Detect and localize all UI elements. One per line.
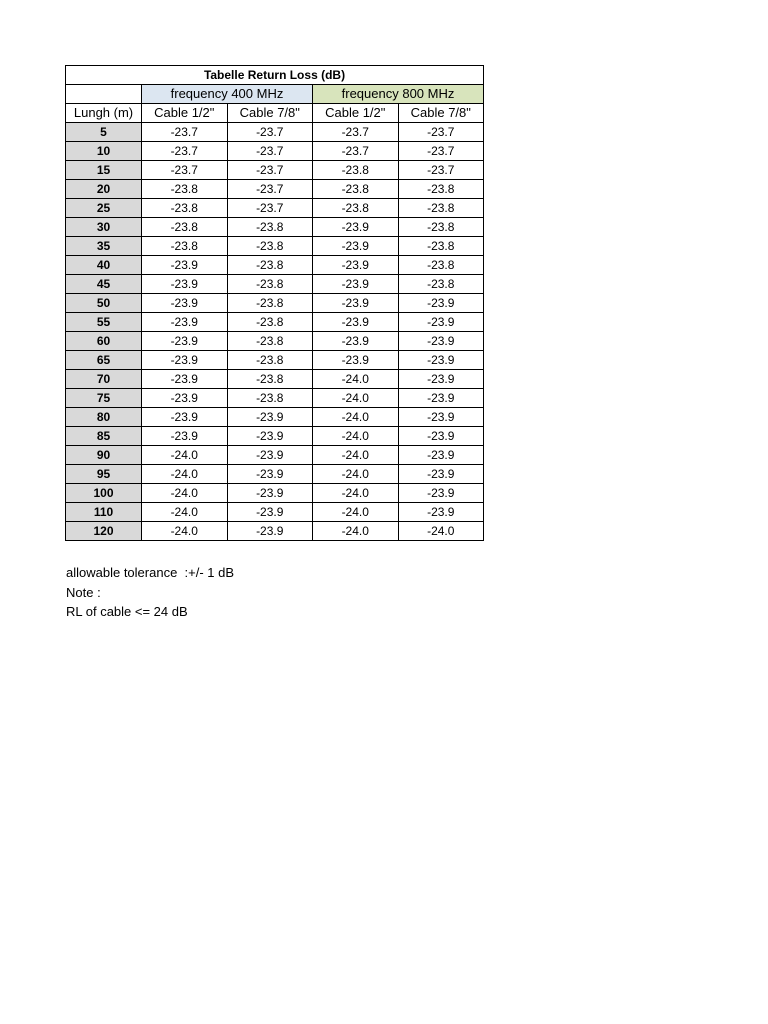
frequency-400-header: frequency 400 MHz [142,85,313,104]
length-cell: 20 [66,180,142,199]
length-cell: 90 [66,446,142,465]
length-cell: 45 [66,275,142,294]
return-loss-value-cell: -23.8 [227,294,313,313]
return-loss-value-cell: -24.0 [142,522,228,541]
length-cell: 65 [66,351,142,370]
return-loss-value-cell: -23.9 [313,237,399,256]
table-row [66,161,484,180]
notes-section [66,563,234,622]
length-cell: 25 [66,199,142,218]
length-cell: 10 [66,142,142,161]
return-loss-value-cell: -23.8 [142,237,228,256]
column-header-row [66,104,484,123]
return-loss-value-cell: -23.9 [142,389,228,408]
return-loss-value-cell: -23.7 [313,123,399,142]
return-loss-value-cell: -23.9 [227,503,313,522]
return-loss-value-cell: -23.9 [313,332,399,351]
cable-header-800-half: Cable 1/2" [313,104,399,123]
table-row [66,199,484,218]
return-loss-value-cell: -23.8 [142,218,228,237]
table-row [66,256,484,275]
return-loss-value-cell: -23.8 [398,256,484,275]
return-loss-value-cell: -23.8 [227,370,313,389]
table-row [66,275,484,294]
return-loss-value-cell: -23.9 [398,408,484,427]
return-loss-value-cell: -24.0 [313,465,399,484]
table-title: Tabelle Return Loss (dB) [66,66,484,85]
return-loss-value-cell: -23.8 [227,218,313,237]
table-row [66,237,484,256]
table-row [66,427,484,446]
return-loss-value-cell: -24.0 [142,503,228,522]
return-loss-sheet [65,65,484,541]
table-row [66,484,484,503]
return-loss-value-cell: -23.9 [142,332,228,351]
table-row [66,332,484,351]
return-loss-table [65,65,484,541]
return-loss-value-cell: -23.8 [227,351,313,370]
return-loss-value-cell: -23.9 [227,427,313,446]
length-cell: 120 [66,522,142,541]
return-loss-value-cell: -23.9 [142,313,228,332]
length-cell: 110 [66,503,142,522]
title-row [66,66,484,85]
return-loss-value-cell: -23.8 [313,161,399,180]
return-loss-value-cell: -23.8 [313,180,399,199]
return-loss-value-cell: -23.9 [398,313,484,332]
return-loss-value-cell: -24.0 [142,465,228,484]
return-loss-value-cell: -23.9 [398,503,484,522]
return-loss-value-cell: -23.8 [227,237,313,256]
return-loss-value-cell: -23.9 [398,370,484,389]
return-loss-value-cell: -23.9 [398,389,484,408]
return-loss-value-cell: -23.7 [227,123,313,142]
return-loss-value-cell: -23.9 [313,218,399,237]
return-loss-value-cell: -23.9 [313,294,399,313]
table-row [66,389,484,408]
return-loss-value-cell: -23.7 [227,161,313,180]
table-row [66,218,484,237]
tolerance-note: allowable tolerance :+/- 1 dB [66,565,235,580]
return-loss-value-cell: -23.9 [227,446,313,465]
cable-header-400-seven-eighths: Cable 7/8" [227,104,313,123]
return-loss-value-cell: -24.0 [398,522,484,541]
return-loss-value-cell: -23.7 [398,142,484,161]
table-row [66,503,484,522]
table-row [66,142,484,161]
table-row [66,522,484,541]
return-loss-value-cell: -23.9 [227,408,313,427]
rl-cable-note: RL of cable <= 24 dB [66,604,188,619]
return-loss-value-cell: -23.9 [398,446,484,465]
return-loss-value-cell: -23.9 [398,465,484,484]
return-loss-value-cell: -24.0 [142,484,228,503]
return-loss-value-cell: -23.7 [313,142,399,161]
return-loss-value-cell: -23.8 [227,256,313,275]
return-loss-value-cell: -23.9 [398,427,484,446]
table-row [66,313,484,332]
table-row [66,408,484,427]
return-loss-value-cell: -23.9 [227,522,313,541]
return-loss-value-cell: -23.7 [142,142,228,161]
cable-header-400-half: Cable 1/2" [142,104,228,123]
return-loss-value-cell: -24.0 [313,370,399,389]
length-cell: 30 [66,218,142,237]
length-cell: 35 [66,237,142,256]
return-loss-value-cell: -23.9 [142,275,228,294]
table-row [66,180,484,199]
length-cell: 80 [66,408,142,427]
return-loss-value-cell: -23.7 [142,123,228,142]
return-loss-value-cell: -24.0 [313,484,399,503]
length-cell: 60 [66,332,142,351]
return-loss-value-cell: -23.9 [142,427,228,446]
return-loss-value-cell: -23.8 [398,218,484,237]
return-loss-value-cell: -23.9 [313,351,399,370]
return-loss-value-cell: -23.8 [398,275,484,294]
return-loss-value-cell: -24.0 [313,389,399,408]
return-loss-value-cell: -23.8 [227,275,313,294]
cable-header-800-seven-eighths: Cable 7/8" [398,104,484,123]
return-loss-value-cell: -24.0 [313,427,399,446]
length-cell: 50 [66,294,142,313]
length-cell: 5 [66,123,142,142]
return-loss-value-cell: -23.8 [142,180,228,199]
return-loss-value-cell: -23.8 [398,199,484,218]
return-loss-value-cell: -23.8 [398,180,484,199]
return-loss-value-cell: -23.7 [227,142,313,161]
return-loss-value-cell: -23.7 [227,199,313,218]
table-row [66,446,484,465]
return-loss-value-cell: -24.0 [313,522,399,541]
return-loss-value-cell: -23.8 [227,313,313,332]
return-loss-value-cell: -24.0 [313,503,399,522]
table-row [66,351,484,370]
return-loss-value-cell: -23.8 [227,389,313,408]
return-loss-value-cell: -23.8 [398,237,484,256]
table-row [66,123,484,142]
return-loss-value-cell: -23.7 [398,123,484,142]
return-loss-value-cell: -23.7 [227,180,313,199]
return-loss-value-cell: -23.7 [398,161,484,180]
return-loss-value-cell: -23.9 [227,465,313,484]
length-cell: 15 [66,161,142,180]
blank-corner-cell [66,85,142,104]
return-loss-value-cell: -23.9 [142,408,228,427]
return-loss-value-cell: -24.0 [313,408,399,427]
return-loss-value-cell: -23.9 [227,484,313,503]
frequency-800-header: frequency 800 MHz [313,85,484,104]
length-cell: 40 [66,256,142,275]
length-cell: 85 [66,427,142,446]
length-cell: 70 [66,370,142,389]
return-loss-value-cell: -23.8 [227,332,313,351]
return-loss-value-cell: -23.9 [398,294,484,313]
length-cell: 75 [66,389,142,408]
return-loss-value-cell: -23.9 [398,484,484,503]
length-cell: 95 [66,465,142,484]
return-loss-value-cell: -23.9 [142,294,228,313]
table-row [66,370,484,389]
length-cell: 55 [66,313,142,332]
return-loss-value-cell: -23.9 [142,351,228,370]
note-label: Note : [66,584,101,600]
return-loss-value-cell: -23.9 [398,332,484,351]
return-loss-value-cell: -23.8 [313,199,399,218]
return-loss-value-cell: -23.9 [142,370,228,389]
table-row [66,294,484,313]
return-loss-value-cell: -23.9 [313,313,399,332]
return-loss-value-cell: -23.9 [142,256,228,275]
return-loss-value-cell: -23.9 [398,351,484,370]
return-loss-value-cell: -23.7 [142,161,228,180]
return-loss-value-cell: -24.0 [313,446,399,465]
return-loss-value-cell: -23.9 [313,256,399,275]
return-loss-value-cell: -23.9 [313,275,399,294]
return-loss-value-cell: -23.8 [142,199,228,218]
frequency-row [66,85,484,104]
length-header: Lungh (m) [66,104,142,123]
return-loss-value-cell: -24.0 [142,446,228,465]
table-row [66,465,484,484]
length-cell: 100 [66,484,142,503]
